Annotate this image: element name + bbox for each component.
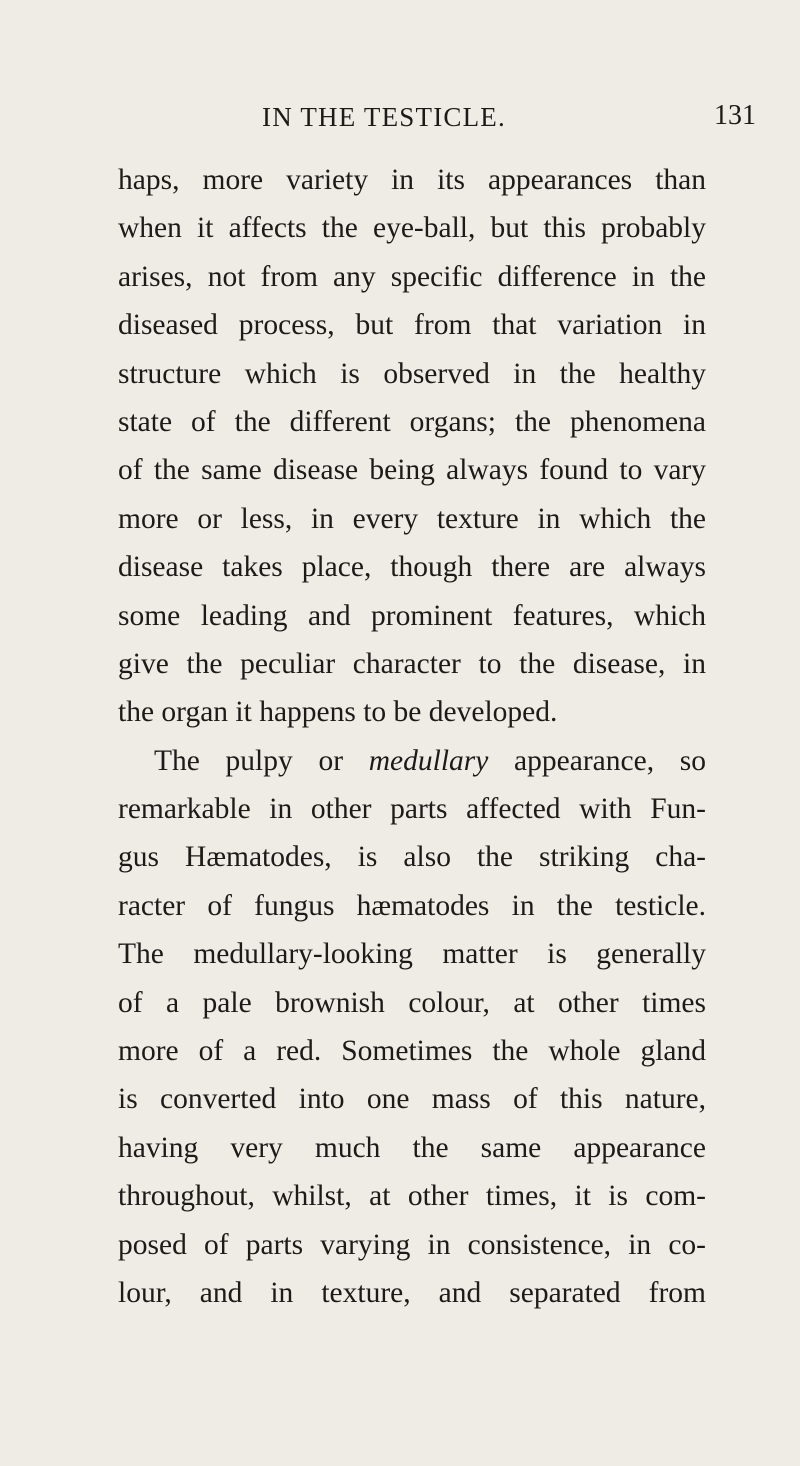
text-line: give the peculiar character to the disease, in — [118, 647, 706, 680]
text-line: haps, more variety in its appearances than — [118, 164, 706, 196]
text-line: disease takes place, though there are always — [118, 551, 706, 584]
text-line: gus Hæmatodes, is also the striking cha- — [118, 841, 706, 874]
text-line: state of the different organs; the phenomena — [118, 405, 706, 438]
text-line-paragraph-start — [118, 737, 706, 785]
text-line: is converted into one mass of this nature, — [118, 1083, 706, 1116]
text-span: The pulpy or — [154, 744, 369, 777]
text-line: racter of fungus hæmatodes in the testicle. — [118, 889, 706, 922]
italic-term: medullary — [368, 744, 489, 777]
text-line: The medullary-looking matter is generally — [118, 938, 706, 971]
text-line: of a pale brownish colour, at other times — [118, 986, 706, 1019]
page-number: 131 — [714, 100, 756, 131]
body-text — [118, 156, 706, 1317]
text-line: having very much the same appearance — [118, 1131, 706, 1164]
text-line-paragraph-end: the organ it happens to be developed. — [118, 696, 558, 729]
text-line: when it affects the eye-ball, but this probably — [118, 212, 706, 245]
text-line: remarkable in other parts affected with Fun- — [118, 793, 706, 826]
text-line: diseased process, but from that variation in — [118, 309, 706, 342]
text-span: appearance, so — [488, 744, 706, 777]
running-head: IN THE TESTICLE. — [262, 102, 506, 132]
text-line: of the same disease being always found to vary — [118, 454, 706, 487]
text-line: lour, and in texture, and separated from — [118, 1276, 706, 1309]
text-line: throughout, whilst, at other times, it is com- — [118, 1180, 706, 1213]
text-line: structure which is observed in the healthy — [118, 357, 706, 390]
text-line: more of a red. Sometimes the whole gland — [118, 1035, 706, 1068]
text-line: arises, not from any specific difference in the — [118, 260, 706, 293]
text-line: some leading and prominent features, which — [118, 599, 706, 632]
text-line: posed of parts varying in consistence, in co- — [118, 1228, 706, 1261]
text-line: more or less, in every texture in which the — [118, 502, 706, 535]
